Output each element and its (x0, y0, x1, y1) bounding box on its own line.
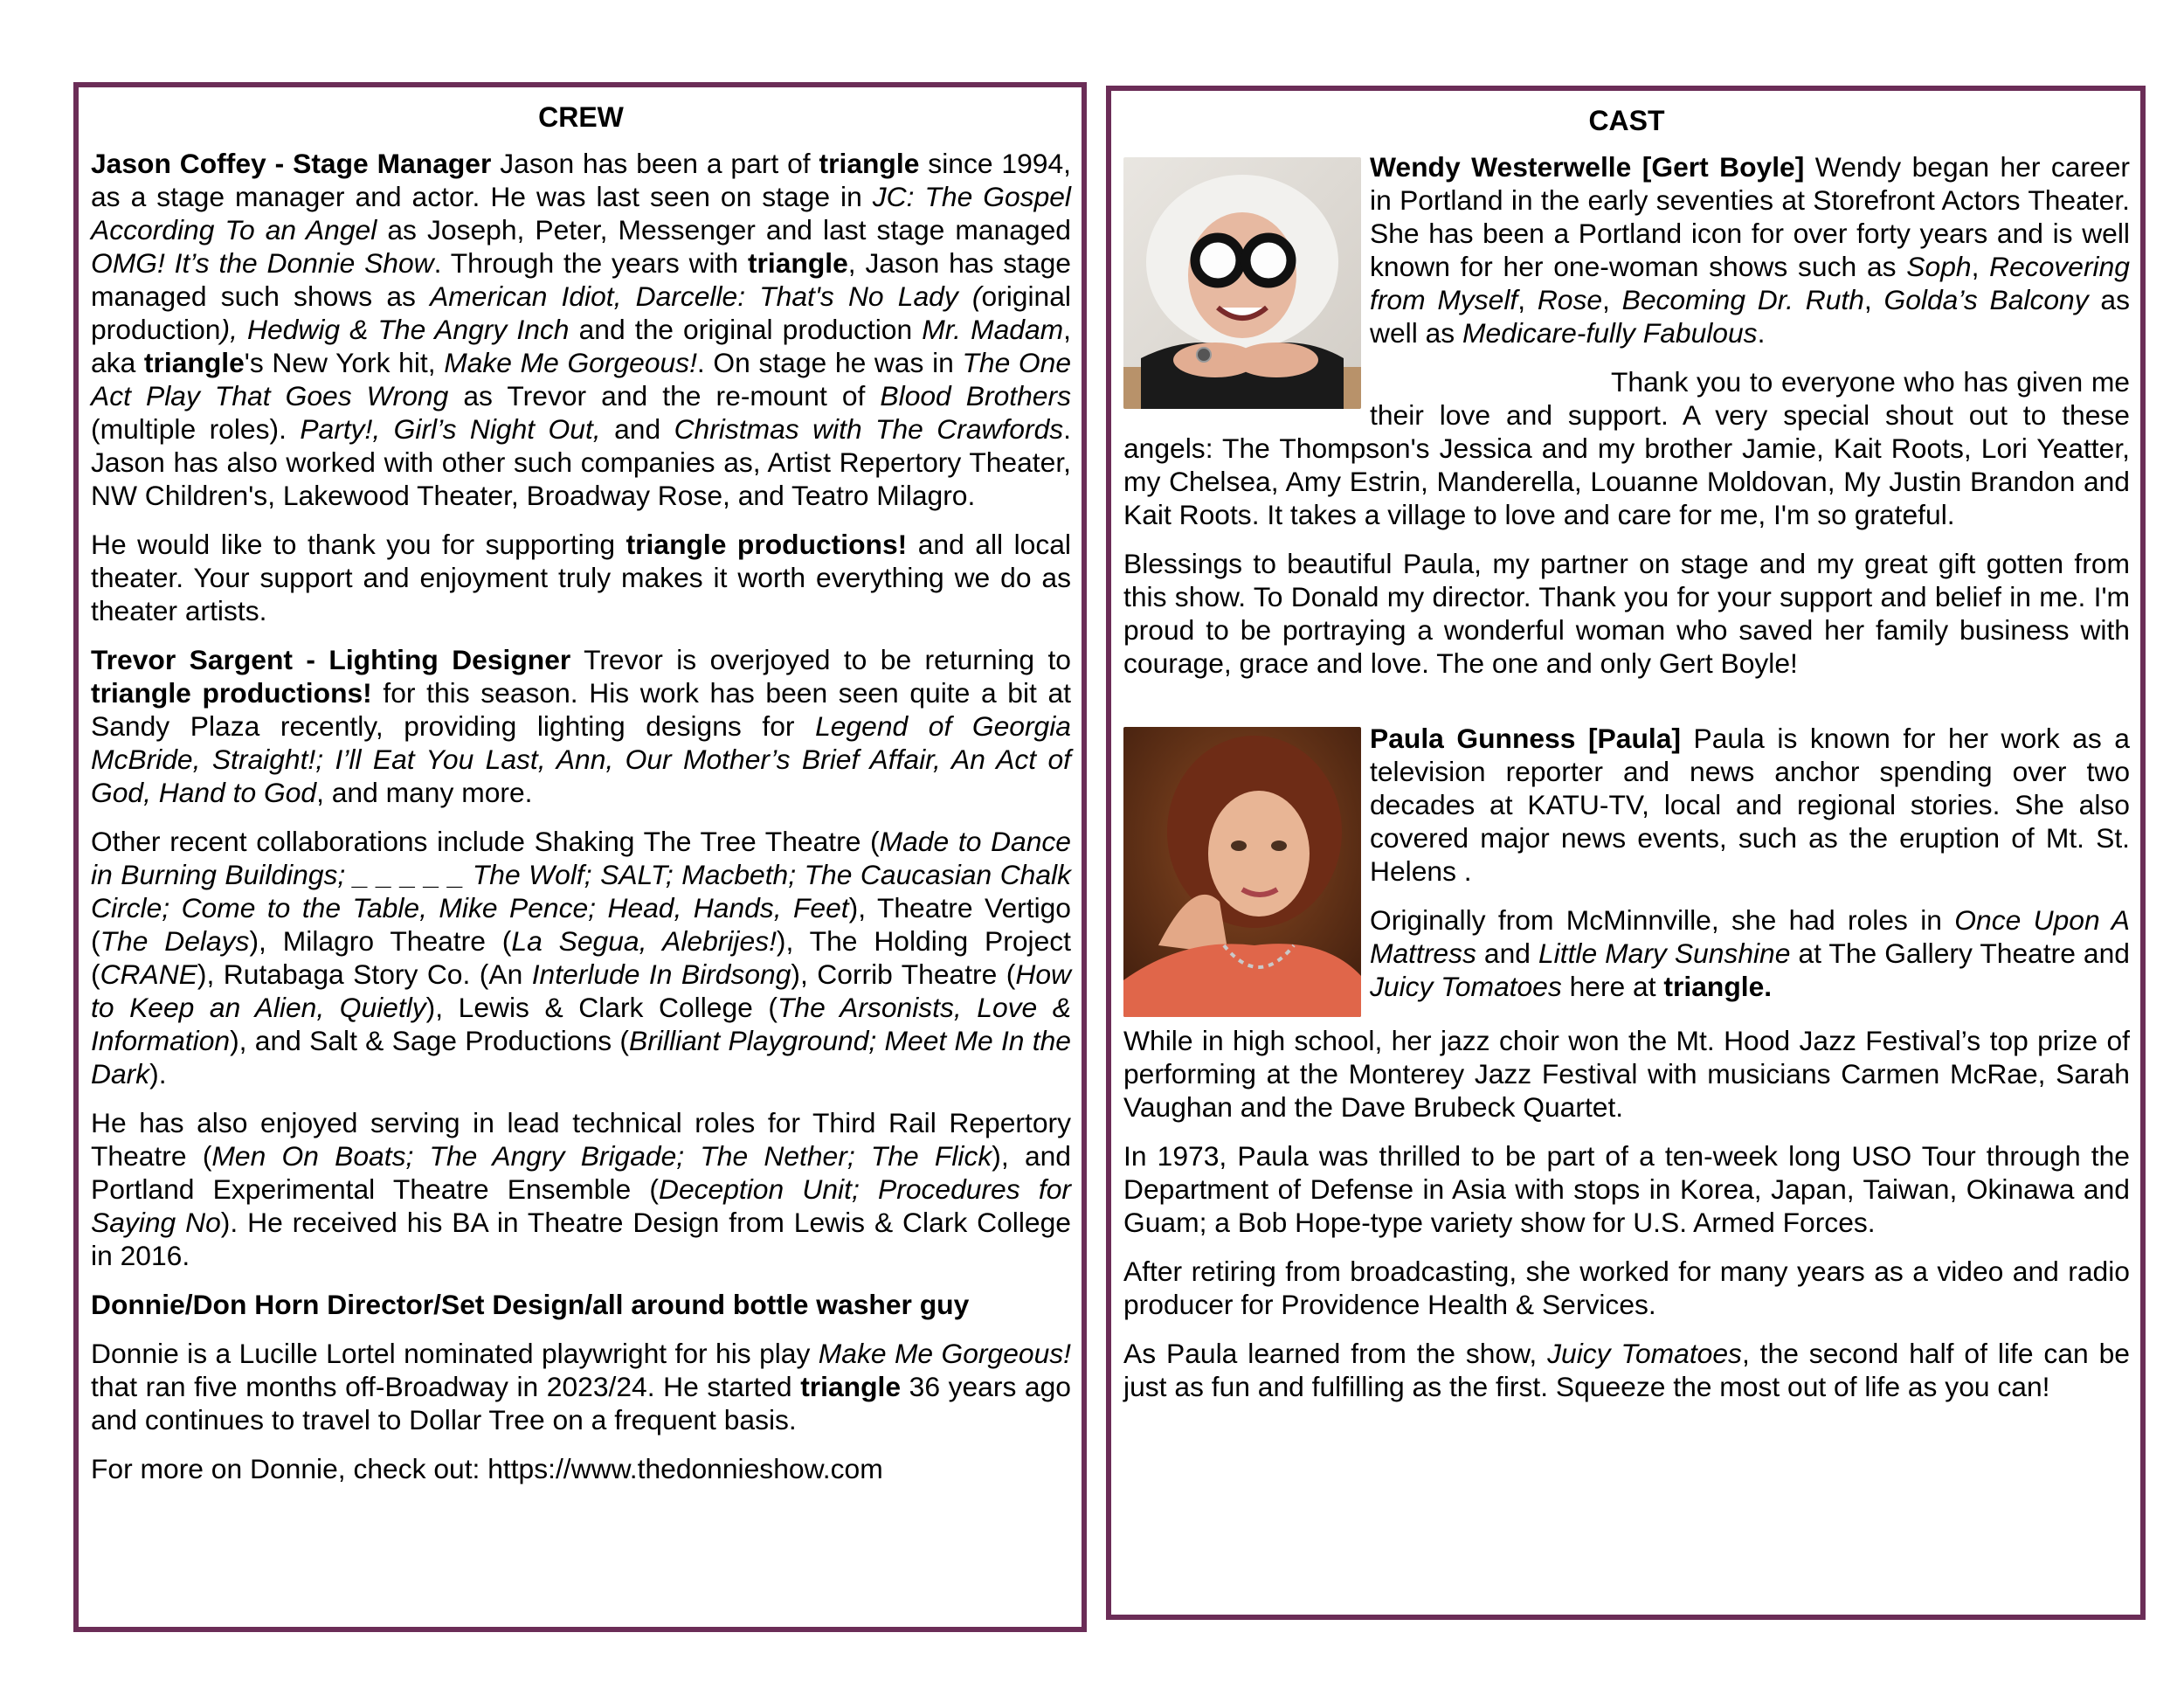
text-run: Juicy Tomatoes (1370, 971, 1562, 1002)
text-run: Blessings to beautiful Paula, my partner on stage and my great gift gotten from this show. To Donald my director. Thank you for your support and belief in me. I'm proud to be portraying a wonderful woman who saved her family business with courage, grace and love. The one and only Gert Boyle! (1123, 548, 2130, 679)
text-run: ), Milagro Theatre ( (249, 925, 512, 957)
text-run: For more on Donnie, check out: https://www.thedonnieshow.com (91, 1453, 883, 1484)
text-run: ). (149, 1058, 167, 1090)
text-run: JC: The Gospel According To an Angel (91, 181, 1071, 246)
text-run: Rose (1537, 284, 1603, 315)
text-run: triangle (143, 347, 245, 378)
text-run: . On stage he was in (696, 347, 963, 378)
text-run: He has also enjoyed serving in lead technical roles for Third Rail Repertory Theatre ( (91, 1107, 1071, 1172)
text-run: since 1994, as a stage manager and actor. He was last seen on stage in (91, 148, 1071, 212)
text-run: as Joseph, Peter, Messenger and last stage managed (377, 214, 1071, 246)
donnie-website (91, 1452, 1071, 1485)
cast-title: CAST (1588, 105, 1665, 136)
text-run: Soph (1906, 251, 1972, 282)
text-run: ), and Salt & Sage Productions ( (230, 1025, 630, 1056)
text-run: Men On Boats; The Angry Brigade; The Nether; The Flick (211, 1140, 992, 1172)
text-run: and all local theater. Your support and enjoyment truly makes it worth everything we do as theater artists. (91, 529, 1071, 626)
text-run: How to Keep an Alien, Quietly (91, 958, 1071, 1023)
text-run: American Idiot, Darcelle: That's No Lady ( (430, 280, 982, 312)
paula-juicy-tomatoes (1123, 1337, 2130, 1403)
text-run: . Jason has also worked with other such companies as, Artist Repertory Theater, NW Children's, Lakewood Theater, Broadway Rose, and Teatro Milagro. (91, 413, 1071, 511)
donnie-bio (91, 1337, 1071, 1436)
text-run: Legend of Georgia McBride, Straight!; I’ll Eat You Last, Ann, Our Mother’s Brief Affair, An Act of God, Hand to God (91, 710, 1071, 808)
text-run: Made to Dance in Burning Buildings; _ _ _ _ _ The Wolf; SALT; Macbeth; The Caucasian Chalk Circle; Come to the Table, Mike Pence; Head, Hands, Feet (91, 826, 1071, 924)
text-run: Donnie is a Lucille Lortel nominated playwright for his play (91, 1338, 819, 1369)
text-run: triangle productions! (91, 677, 372, 709)
text-run: , and many more. (316, 777, 533, 808)
text-run: Wendy began her career in Portland in the early seventies at Storefront Actors Theater. She has been a Portland icon for over forty years and is well known for her one-woman shows such as (1370, 151, 2130, 282)
text-run: Make Me Gorgeous! (818, 1338, 1071, 1369)
wendy-westerwelle-photo (1123, 157, 1361, 409)
text-run: . (1757, 317, 1766, 349)
text-run: Trevor Sargent - Lighting Designer (91, 644, 571, 675)
text-run: ), Lewis & Clark College ( (425, 992, 778, 1023)
text-run: As Paula learned from the show, (1123, 1338, 1548, 1369)
text-run: , (1971, 251, 1990, 282)
text-run: as Trevor and the re-mount of (448, 380, 881, 412)
text-run: triangle (800, 1371, 902, 1402)
text-run: Thank you to everyone who has given me their love and support. A very special shout out to these angels: The Thompson's Jessica and my brother Jamie, Kait Roots, Lori Yeatter, my Chelsea, Amy Estrin, Manderella, Louanne Moldovan, My Justin Brandon and Kait Roots. It takes a village to love and care for me, I'm so grateful. (1123, 366, 2130, 530)
text-run: Brilliant Playground; Meet Me In the Dark (91, 1025, 1071, 1090)
crew-title: CREW (538, 101, 624, 133)
text-run: The Delays (100, 925, 250, 957)
text-run: triangle (819, 148, 920, 179)
text-run: After retiring from broadcasting, she worked for many years as a video and radio producer for Providence Health & Services. (1123, 1256, 2130, 1320)
text-run: Other recent collaborations include Shaking The Tree Theatre ( (91, 826, 880, 857)
text-run: that ran five months off-Broadway in 2023/24. He started (91, 1371, 801, 1402)
text-run: , (1602, 284, 1622, 315)
donnie-heading (91, 1288, 1071, 1321)
text-run: ), Corrib Theatre ( (791, 958, 1016, 990)
text-run: The Arsonists, Love & Information (91, 992, 1071, 1056)
text-run: Blood Brothers (880, 380, 1071, 412)
trevor-sargent-bio (91, 643, 1071, 809)
text-run: (multiple roles). (91, 413, 301, 445)
trevor-collaborations (91, 825, 1071, 1090)
text-run: In 1973, Paula was thrilled to be part of a ten-week long USO Tour through the Department of Defense in Asia with stops in Korea, Japan, Taiwan, Okinawa and Guam; a Bob Hope-type variety show for U.S. Armed Forces. (1123, 1140, 2130, 1238)
paula-uso-tour (1123, 1139, 2130, 1239)
text-run: The One Act Play That Goes Wrong (91, 347, 1072, 412)
text-run: Christmas with The Crawfords (674, 413, 1064, 445)
text-run: 36 years ago and continues to travel to Dollar Tree on a frequent basis. (91, 1371, 1071, 1435)
cast-panel (1106, 86, 2146, 1620)
paula-jazz-choir (1123, 1024, 2130, 1124)
text-run: ), Hedwig & The Angry Inch (220, 314, 570, 345)
text-run: Paula is known for her work as a television reporter and news anchor spending over two decades at KATU-TV, local and regional stories. She also covered major news events, such as the eruption of Mt. St. Helens . (1370, 723, 2130, 887)
text-run: He would like to thank you for supporting (91, 529, 626, 560)
text-run: Interlude In Birdsong (531, 958, 791, 990)
text-run: Paula Gunness [Paula] (1370, 723, 1681, 754)
text-run: Becoming Dr. Ruth (1621, 284, 1864, 315)
text-run: Little Mary Sunshine (1538, 937, 1791, 969)
paula-gunness-photo (1123, 727, 1361, 1017)
text-run: and the original production (569, 314, 923, 345)
jason-coffey-bio (91, 147, 1071, 512)
text-run: triangle productions! (625, 529, 908, 560)
text-run: ), Rutabaga Story Co. (An (197, 958, 532, 990)
text-run: ), The Holding Project ( (91, 925, 1071, 990)
text-run: OMG! It’s the Donnie Show (91, 247, 434, 279)
text-run: triangle (747, 247, 848, 279)
text-run: Medicare-fully Fabulous (1462, 317, 1758, 349)
text-run: Recovering from Myself (1370, 251, 2130, 315)
text-run: ). He received his BA in Theatre Design from Lewis & Clark College in 2016. (91, 1207, 1071, 1271)
text-run: Make Me Gorgeous! (444, 347, 697, 378)
trevor-technical-roles (91, 1106, 1071, 1272)
text-run: for this season. His work has been seen quite a bit at Sandy Plaza recently, providing lighting designs for (91, 677, 1071, 742)
text-run: Trevor is overjoyed to be returning to (570, 644, 1071, 675)
text-run: , aka (91, 314, 1071, 378)
text-run: Wendy Westerwelle [Gert Boyle] (1370, 151, 1805, 183)
text-run: triangle. (1663, 971, 1773, 1002)
text-run: Once Upon A Mattress (1370, 904, 2130, 969)
text-run: and (1476, 937, 1538, 969)
text-run: , the second half of life can be just as fun and fulfilling as the first. Squeeze the most out of life as you can! (1123, 1338, 2130, 1402)
text-run: CRANE (100, 958, 197, 990)
text-run: Deception Unit; Procedures for Saying No (91, 1173, 1071, 1238)
text-run: Donnie/Don Horn Director/Set Design/all around bottle washer guy (91, 1289, 970, 1320)
crew-panel (73, 82, 1087, 1632)
text-run: Jason Coffey - Stage Manager (91, 148, 492, 179)
text-run: Party!, Girl’s Night Out, (300, 413, 601, 445)
text-run: ), and Portland Experimental Theatre Ensemble ( (91, 1140, 1071, 1205)
text-run: at The Gallery Theatre and (1790, 937, 2130, 969)
jason-thanks (91, 528, 1071, 627)
text-run: , (1517, 284, 1538, 315)
text-run: Juicy Tomatoes (1547, 1338, 1742, 1369)
text-run: . Through the years with (433, 247, 748, 279)
paula-broadcasting (1123, 1255, 2130, 1321)
text-run: as well as (1370, 284, 2130, 349)
text-run: Jason has been a part of (491, 148, 819, 179)
text-run: and (600, 413, 674, 445)
text-run: While in high school, her jazz choir won the Mt. Hood Jazz Festival’s top prize of performing at the Monterey Jazz Festival with musicians Carmen McRae, Sarah Vaughan and the Dave Brubeck Quartet. (1123, 1025, 2130, 1123)
text-run: La Segua, Alebrijes! (511, 925, 777, 957)
text-run: Mr. Madam (922, 314, 1064, 345)
text-run: , Jason has stage managed such shows as (91, 247, 1071, 312)
text-run: original production (91, 280, 1071, 345)
text-run: , (1863, 284, 1884, 315)
text-run: Golda’s Balcony (1883, 284, 2089, 315)
text-run: here at (1561, 971, 1664, 1002)
text-run: Originally from McMinnville, she had roles in (1370, 904, 1955, 936)
text-run: 's New York hit, (244, 347, 445, 378)
text-run: ), Theatre Vertigo ( (91, 892, 1071, 957)
wendy-blessings (1123, 547, 2130, 680)
